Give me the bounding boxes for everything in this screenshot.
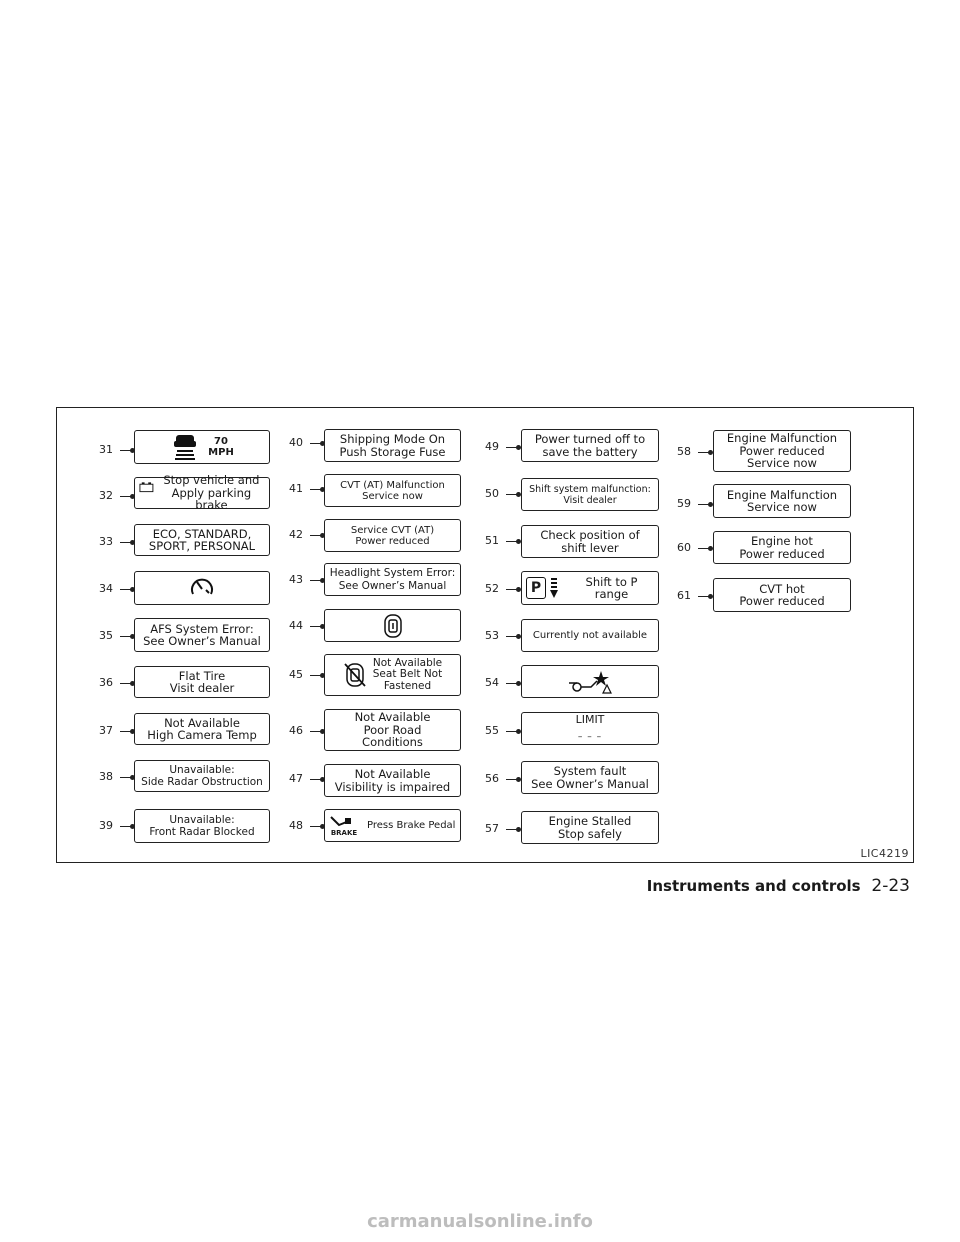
display-box <box>324 519 461 552</box>
display-box <box>521 478 659 511</box>
message-text: Engine Malfunction Service now <box>726 487 838 514</box>
limit-label: LIMIT <box>575 713 605 726</box>
message-text: Engine Malfunction Power reduced Service now <box>726 431 838 471</box>
speedometer-icon <box>189 576 215 600</box>
section-title: Instruments and controls <box>646 877 861 895</box>
message-text: Unavailable: Front Radar Blocked <box>149 813 255 838</box>
limit-value: – – – <box>577 731 603 742</box>
display-box <box>521 571 659 605</box>
display-box <box>713 578 851 612</box>
display-box <box>521 665 659 698</box>
item-number: 52 <box>485 582 499 595</box>
message-text: ECO, STANDARD, SPORT, PERSONAL <box>148 526 256 553</box>
item-number: 35 <box>99 629 113 642</box>
display-box <box>324 474 461 507</box>
item-number: 45 <box>289 668 303 681</box>
item-number: 38 <box>99 770 113 783</box>
display-box <box>521 761 659 794</box>
speed-unit: MPH <box>208 447 234 458</box>
item-number: 46 <box>289 724 303 737</box>
speed-70-mph-icon <box>170 433 200 461</box>
message-text: Not Available Poor Road Conditions <box>354 710 431 750</box>
display-box <box>324 809 461 842</box>
message-text: Not Available Seat Belt Not Fastened <box>372 656 443 692</box>
display-box <box>324 563 461 596</box>
item-number: 40 <box>289 436 303 449</box>
item-number: 56 <box>485 772 499 785</box>
item-number: 34 <box>99 582 113 595</box>
page-number: 2-23 <box>871 876 910 896</box>
display-box <box>134 666 270 698</box>
item-number: 59 <box>677 497 691 510</box>
display-box <box>521 619 659 652</box>
item-number: 53 <box>485 629 499 642</box>
display-box <box>324 429 461 462</box>
item-number: 58 <box>677 445 691 458</box>
item-number: 50 <box>485 487 499 500</box>
display-box <box>324 764 461 797</box>
brake-pedal-icon <box>329 815 359 837</box>
item-number: 43 <box>289 573 303 586</box>
message-text: Shift system malfunction: Visit dealer <box>529 483 651 506</box>
display-box <box>324 654 461 696</box>
message-text: Check position of shift lever <box>540 528 640 555</box>
message-text: Service CVT (AT) Power reduced <box>350 524 435 547</box>
park-shift-icon <box>526 577 559 599</box>
display-box <box>134 524 270 556</box>
message-text: Not Available High Camera Temp <box>147 715 257 742</box>
item-number: 31 <box>99 443 113 456</box>
figure-code: LIC4219 <box>860 847 909 860</box>
display-box <box>713 531 851 564</box>
display-box <box>134 571 270 605</box>
item-number: 32 <box>99 489 113 502</box>
message-text: Stop vehicle and Apply parking brake <box>163 473 260 513</box>
item-number: 57 <box>485 822 499 835</box>
message-text: Flat Tire Visit dealer <box>169 668 235 695</box>
display-box <box>134 713 270 745</box>
message-text: CVT (AT) Malfunction Service now <box>340 479 445 502</box>
item-number: 42 <box>289 528 303 541</box>
display-box <box>713 484 851 518</box>
display-box <box>521 712 659 745</box>
item-number: 36 <box>99 676 113 689</box>
message-text: Currently not available <box>532 630 648 641</box>
display-box <box>324 609 461 642</box>
display-box <box>134 430 270 464</box>
lane-warning-icon <box>567 669 613 695</box>
item-number: 33 <box>99 535 113 548</box>
battery-icon <box>139 481 154 493</box>
item-number: 49 <box>485 440 499 453</box>
display-box <box>134 473 270 513</box>
message-text: Power turned off to save the battery <box>534 432 646 459</box>
item-number: 51 <box>485 534 499 547</box>
seat-belt-crossed-icon <box>343 662 367 688</box>
display-box <box>521 811 659 844</box>
message-figure <box>56 407 914 863</box>
message-text: Engine hot Power reduced <box>739 534 825 561</box>
watermark: carmanualsonline.info <box>367 1211 593 1232</box>
page-footer <box>647 876 910 896</box>
message-text: Not Available Visibility is impaired <box>334 767 451 794</box>
message-text: Headlight System Error: See Owner’s Manual <box>329 567 456 592</box>
brake-label: BRAKE <box>330 828 358 837</box>
item-number: 60 <box>677 541 691 554</box>
item-number: 61 <box>677 589 691 602</box>
speed-value: 70 <box>214 436 228 447</box>
message-text: CVT hot Power reduced <box>739 581 825 608</box>
display-box <box>134 809 270 843</box>
item-number: 54 <box>485 676 499 689</box>
display-box <box>521 429 659 462</box>
item-number: 55 <box>485 724 499 737</box>
message-text: Shipping Mode On Push Storage Fuse <box>339 432 446 459</box>
park-letter: P <box>526 577 546 599</box>
item-number: 47 <box>289 772 303 785</box>
item-number: 41 <box>289 482 303 495</box>
message-text: AFS System Error: See Owner’s Manual <box>143 621 261 648</box>
item-number: 48 <box>289 819 303 832</box>
seat-belt-icon <box>382 614 404 638</box>
display-box <box>521 525 659 558</box>
display-box <box>713 430 851 472</box>
item-number: 44 <box>289 619 303 632</box>
display-box <box>324 709 461 751</box>
message-text: Shift to P range <box>585 574 638 601</box>
display-box <box>134 618 270 652</box>
display-box <box>134 760 270 792</box>
message-text: Press Brake Pedal <box>367 820 456 831</box>
message-text: Unavailable: Side Radar Obstruction <box>141 763 263 788</box>
item-number: 37 <box>99 724 113 737</box>
item-number: 39 <box>99 819 113 832</box>
message-text: Engine Stalled Stop safely <box>548 814 632 841</box>
message-text: System fault See Owner’s Manual <box>531 764 649 791</box>
